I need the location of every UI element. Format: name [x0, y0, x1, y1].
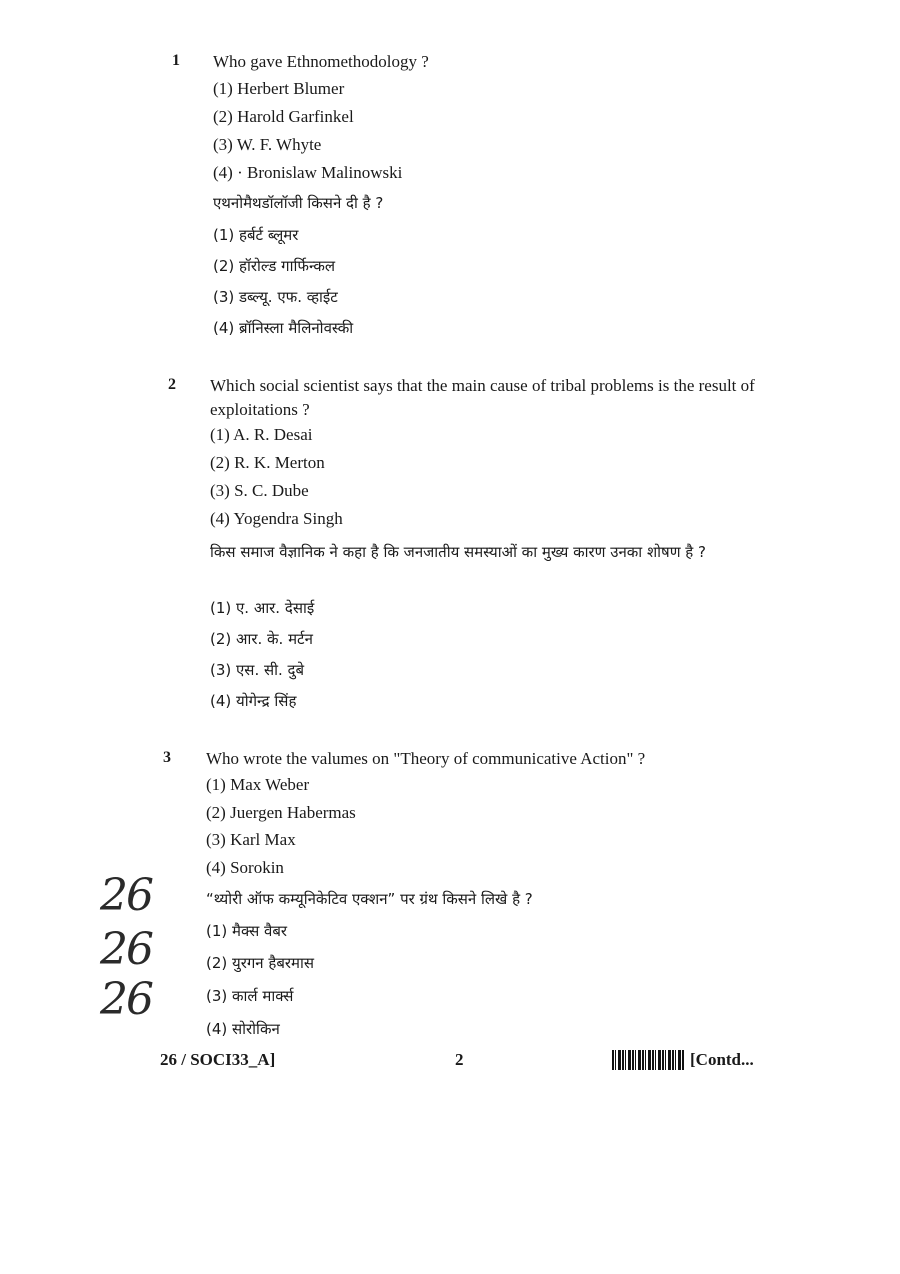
question-text-en: Which social scientist says that the main cause of tribal problems is the result of exploitations ?: [210, 376, 755, 419]
option-en-4: (4) Sorokin: [206, 858, 284, 877]
option-en-3: (3) Karl Max: [206, 830, 296, 849]
option-en-1: (1) Herbert Blumer: [213, 79, 345, 98]
option-en-1: (1) Max Weber: [206, 775, 310, 794]
option-hi-2: (2) हॉरोल्ड गार्फिन्कल: [213, 257, 336, 275]
question-text-en: Who wrote the valumes on "Theory of communicative Action" ?: [206, 749, 646, 768]
continued-label: [Contd...: [690, 1050, 754, 1069]
option-hi-4: (4) सोरोकिन: [206, 1020, 280, 1038]
option-hi-1: (1) मैक्स वैबर: [206, 922, 288, 940]
option-hi-3: (3) एस. सी. दुबे: [210, 661, 305, 679]
option-en-3: (3) S. C. Dube: [210, 481, 309, 500]
handwritten-mark: 26: [100, 870, 152, 921]
question-text-hi: किस समाज वैज्ञानिक ने कहा है कि जनजातीय समस्याओं का मुख्य कारण उनका शोषण है ?: [210, 543, 707, 561]
option-en-1: (1) A. R. Desai: [210, 425, 313, 444]
handwritten-mark: 26: [100, 974, 152, 1025]
page-footer: [0, 1046, 900, 1076]
option-en-2: (2) Harold Garfinkel: [213, 107, 354, 126]
option-hi-1: (1) ए. आर. देसाई: [210, 599, 315, 617]
option-hi-3: (3) कार्ल मार्क्स: [206, 987, 294, 1005]
option-hi-2: (2) आर. के. मर्टन: [210, 630, 313, 648]
page-number: 2: [455, 1050, 464, 1069]
option-hi-4: (4) योगेन्द्र सिंह: [210, 692, 297, 710]
option-en-2: (2) R. K. Merton: [210, 453, 325, 472]
option-en-3: (3) W. F. Whyte: [213, 135, 322, 154]
option-en-4: (4) Yogendra Singh: [210, 509, 343, 528]
question-text-hi: एथनोमैथडॉलॉजी किसने दी है ?: [213, 194, 384, 212]
option-hi-2: (2) युरगन हैबरमास: [206, 954, 315, 972]
option-hi-1: (1) हर्बर्ट ब्लूमर: [213, 226, 299, 244]
question-number: 3: [163, 749, 171, 766]
question-number: 1: [172, 52, 180, 69]
option-hi-3: (3) डब्ल्यू. एफ. व्हाईट: [213, 288, 338, 306]
paper-code: 26 / SOCI33_A]: [160, 1050, 276, 1069]
option-en-2: (2) Juergen Habermas: [206, 803, 356, 822]
option-hi-4: (4) ब्रॉनिस्ला मैलिनोवस्की: [213, 319, 354, 337]
question-number: 2: [168, 376, 176, 393]
barcode-icon: [612, 1050, 684, 1070]
question-text-hi: “थ्योरी ऑफ कम्यूनिकेटिव एक्शन” पर ग्रंथ किसने लिखे है ?: [206, 890, 533, 908]
question-text-en: Who gave Ethnomethodology ?: [213, 52, 429, 71]
option-en-4: (4) · Bronislaw Malinowski: [213, 163, 403, 182]
handwritten-mark: 26: [100, 924, 152, 975]
